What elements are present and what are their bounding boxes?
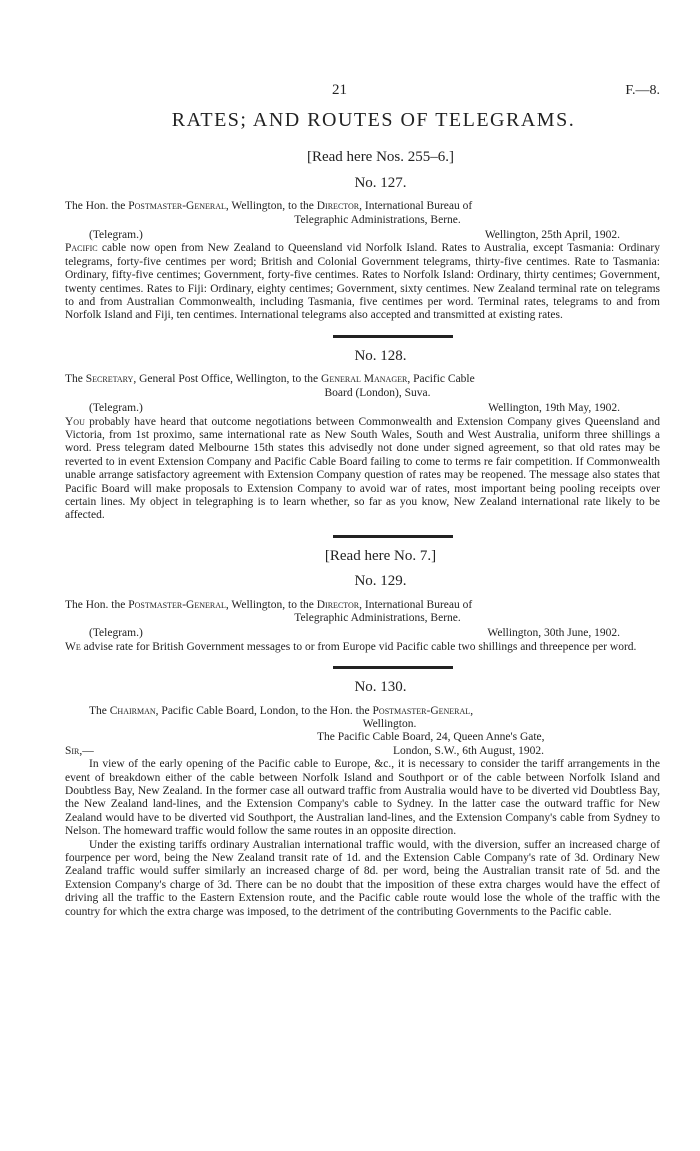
- sender-title: Postmaster-General: [128, 598, 226, 611]
- message-kind: (Telegram.): [89, 627, 143, 640]
- dateline: Wellington, 25th April, 1902.: [484, 229, 620, 242]
- section-divider: [333, 335, 453, 338]
- dateline: Wellington, 19th May, 1902.: [488, 402, 620, 415]
- document-127: [65, 174, 660, 323]
- document-number: No. 130.: [354, 679, 407, 696]
- document-heading: The Hon. the Postmaster-General, Wellington, to the Director, International Bureau of Telegraphic Administrations, Berne.: [65, 200, 473, 226]
- read-here-note-1: [Read here Nos. 255–6.]: [306, 149, 455, 166]
- page-number: 21: [332, 82, 347, 98]
- dateline: London, S.W., 6th August, 1902.: [392, 744, 544, 757]
- parliamentary-paper-reference: F.—8.: [625, 83, 660, 98]
- document-body: You probably have heard that outcome negotiations between Commonwealth and Extension Company gives Queensland and Victoria, from 1st proximo, same international rate as New South Wales, South and West Australia, uniform three shillings a word. Press telegram dated Melbourne 15th states this advisedly not done under signed agreement, so that old rates may be reverted to in event Extension Company and Pacific Cable Board failing to come to terms re fair competition. If Commonwealth unable arrange satisfactory agreement with Extension Company question of rates may be reopened. The message also states that Pacific Board will make proposals to Extension Company to avoid war of rates, most important being pooling receipts over certain lines. My object in telegraphing is to learn whether, so far as you know, New Zealand international rate likely to be affected.: [65, 415, 660, 522]
- document-heading: The Hon. the Postmaster-General, Wellington, to the Director, International Bureau of Telegraphic Administrations, Berne.: [65, 598, 473, 624]
- document-128: [65, 347, 660, 523]
- recipient-title: General Manager: [321, 373, 408, 386]
- dateline: Wellington, 30th June, 1902.: [487, 627, 620, 640]
- document-number: No. 129.: [354, 573, 407, 590]
- section-divider: [333, 535, 453, 538]
- sender-address: The Pacific Cable Board, 24, Queen Anne's Gate,: [317, 731, 545, 744]
- recipient-title: Director: [316, 200, 360, 213]
- letter-paragraph-1: In view of the early opening of the Pacific cable to Europe, &c., it is necessary to consider the tariff arrangements in the event of breakdown either of the cable between Norfolk Island and Southport or of the cable between Norfolk Island and Doubtless Bay, New Zealand. In the former case all outward traffic from Australia would have to be diverted vid Doubtless Bay, the New Zealand land-lines, and the Extension Company's cable to Sydney. In the latter case the outward traffic for New Zealand would have to be diverted vid Southport, the Australian land-lines, and the Extension Company's cable from Sydney to Nelson. The homeward traffic would follow the same routes in an opposite direction.: [65, 758, 660, 838]
- telegram-meta: [65, 229, 660, 242]
- document-body: Pacific cable now open from New Zealand to Queensland vid Norfolk Island. Rates to Australia, except Tasmania: Ordinary telegrams, forty-five centimes per word; British and Colonial Government telegrams, thirty-five centimes. Rate to Tasmania: Ordinary, fifty-five centimes; Government, forty-five centimes. Rates to Norfolk Island: Ordinary, thirty centimes; Government, twenty centimes. Rates to Fiji: Ordinary, eighty centimes; Government, sixty centimes. New Zealand terminal rate on telegrams to and from Australian Commonwealth, including Tasmania, five centimes per word. Terminal rates, telegrams to and from Norfolk Island and Fiji, ten centimes. International telegrams also accepted and transmitted at existing rates.: [65, 242, 660, 322]
- document-130: [65, 681, 660, 919]
- telegram-meta: [65, 402, 660, 415]
- sender-title: Postmaster-General: [128, 200, 226, 213]
- recipient-title: Postmaster-General: [372, 704, 471, 717]
- salutation: Sir,—: [65, 744, 94, 757]
- document-number: No. 127.: [354, 174, 407, 191]
- message-kind: (Telegram.): [89, 402, 143, 415]
- letter-paragraph-2: Under the existing tariffs ordinary Australian international traffic would, with the diversion, suffer an increased charge of fourpence per word, being the New Zealand transit rate of 1d. and the Extension Cable Company's rate of 3d. Ordinary New Zealand traffic would suffer similarly an increased charge of 8d. per word, being the Australian transit rate of 5d. and the Extension Company's charge of 3d. There can be no doubt that the imposition of these extra charges would have the effect of driving all the traffic to the Eastern Extension route, and the Pacific cable route would lose the whole of the traffic with the country for which the extra charge was imposed, to the detriment of the contributing Governments to the Pacific cable.: [65, 838, 660, 918]
- telegram-meta: [65, 627, 660, 640]
- document-129: [65, 575, 660, 654]
- read-here-note-2: [Read here No. 7.]: [324, 547, 437, 564]
- sender-title: Chairman: [109, 704, 156, 717]
- document-heading: The Chairman, Pacific Cable Board, London, to the Hon. the Postmaster-General, Wellington.: [89, 704, 474, 730]
- message-kind: (Telegram.): [89, 229, 143, 242]
- document-body: We advise rate for British Government messages to or from Europe vid Pacific cable two shillings and threepence per word.: [65, 640, 637, 653]
- document-number: No. 128.: [354, 347, 407, 364]
- sender-title: Secretary: [85, 373, 134, 386]
- document-heading: The Secretary, General Post Office, Wellington, to the General Manager, Pacific Cable Board (London), Suva.: [65, 373, 475, 399]
- section-divider: [333, 666, 453, 669]
- recipient-title: Director: [316, 598, 360, 611]
- salutation-line: [65, 745, 660, 758]
- page-title: RATES; AND ROUTES OF TELEGRAMS.: [171, 109, 576, 131]
